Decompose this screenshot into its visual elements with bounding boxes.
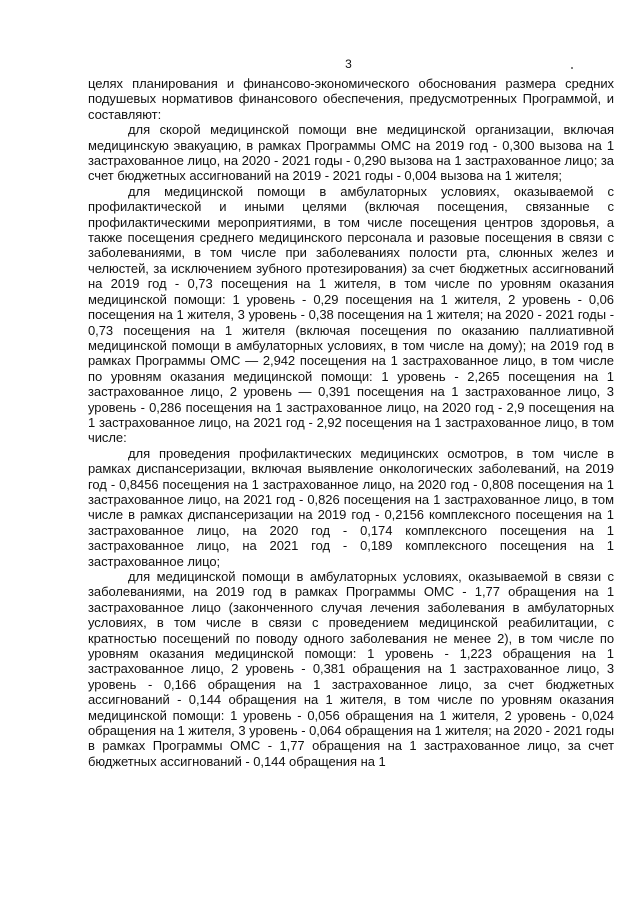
scan-speck	[571, 67, 573, 69]
paragraph-outpatient-disease: для медицинской помощи в амбулаторных условиях, оказываемой в связи с заболеваниями, на 2019 год в рамках Программы ОМС - 1,77 обращения на 1 застрахованное лицо (законченного случая лечения заболевания в амбулаторных условиях, в том числе в связи с проведением медицинской реабилитации, с кратностью посещений по поводу одного заболевания не менее 2), в том числе по уровням оказания медицинской помощи: 1 уровень - 1,223 обращения на 1 застрахованное лицо, 2 уровень - 0,381 обращения на 1 застрахованное лицо, 3 уровень - 0,166 обращения на 1 застрахованное лицо, за счет бюджетных ассигнований - 0,144 обращения на 1 жителя, в том числе по уровням оказания медицинской помощи: 1 уровень - 0,056 обращения на 1 жителя, 2 уровень - 0,024 обращения на 1 жителя, 3 уровень - 0,064 обращения на 1 жителя; на 2020 - 2021 годы в рамках Программы ОМС - 1,77 обращения на 1 застрахованное лицо, за счет бюджетных ассигнований - 0,144 обращения на 1	[88, 569, 614, 769]
paragraph-medical-examinations: для проведения профилактических медицинских осмотров, в том числе в рамках диспансеризации, включая выявление онкологических заболеваний, на 2019 год - 0,8456 посещения на 1 застрахованное лицо, на 2020 год - 0,808 посещения на 1 застрахованное лицо, на 2021 год - 0,826 посещения на 1 застрахованное лицо, в том числе в рамках диспансеризации на 2019 год - 0,2156 комплексного посещения на 1 застрахованное лицо, на 2020 год - 0,174 комплексного посещения на 1 застрахованное лицо, на 2021 год - 0,189 комплексного посещения на 1 застрахованное лицо;	[88, 445, 614, 569]
body-text	[88, 76, 614, 769]
paragraph-outpatient-preventive: для медицинской помощи в амбулаторных условиях, оказываемой с профилактической и иными целями (включая посещения, связанные с профилактическими мероприятиями, в том числе посещения центров здоровья, а также посещения среднего медицинского персонала и разовые посещения в связи с заболеваниями, в том числе при заболеваниях полости рта, слюнных желез и челюстей, за исключением зубного протезирования) за счет бюджетных ассигнований на 2019 год - 0,73 посещения на 1 жителя, в том числе по уровням оказания медицинской помощи: 1 уровень - 0,29 посещения на 1 жителя, 2 уровень - 0,06 посещения на 1 жителя, 3 уровень - 0,38 посещения на 1 жителя; на 2020 - 2021 годы - 0,73 посещения на 1 жителя (включая посещения по оказанию паллиативной медицинской помощи в амбулаторных условиях, в том числе на дому); на 2019 год в рамках Программы ОМС — 2,942 посещения на 1 застрахованное лицо, в том числе по уровням оказания медицинской помощи: 1 уровень - 2,265 посещения на 1 застрахованное лицо, 2 уровень — 0,391 посещения на 1 застрахованное лицо, 3 уровень - 0,286 посещения на 1 застрахованное лицо, на 2020 год - 2,9 посещения на 1 застрахованное лицо, на 2021 год - 2,92 посещения на 1 застрахованное лицо, в том числе:	[88, 183, 614, 446]
paragraph-continuation: целях планирования и финансово-экономического обоснования размера средних подушевых нормативов финансового обеспечения, предусмотренных Программой, и составляют:	[88, 76, 614, 122]
paragraph-emergency-care: для скорой медицинской помощи вне медицинской организации, включая медицинскую эвакуацию, в рамках Программы ОМС на 2019 год - 0,300 вызова на 1 застрахованное лицо, на 2020 - 2021 годы - 0,290 вызова на 1 застрахованное лицо; за счет бюджетных ассигнований на 2019 - 2021 годы - 0,004 вызова на 1 жителя;	[88, 122, 614, 184]
page-number: 3	[345, 57, 352, 71]
